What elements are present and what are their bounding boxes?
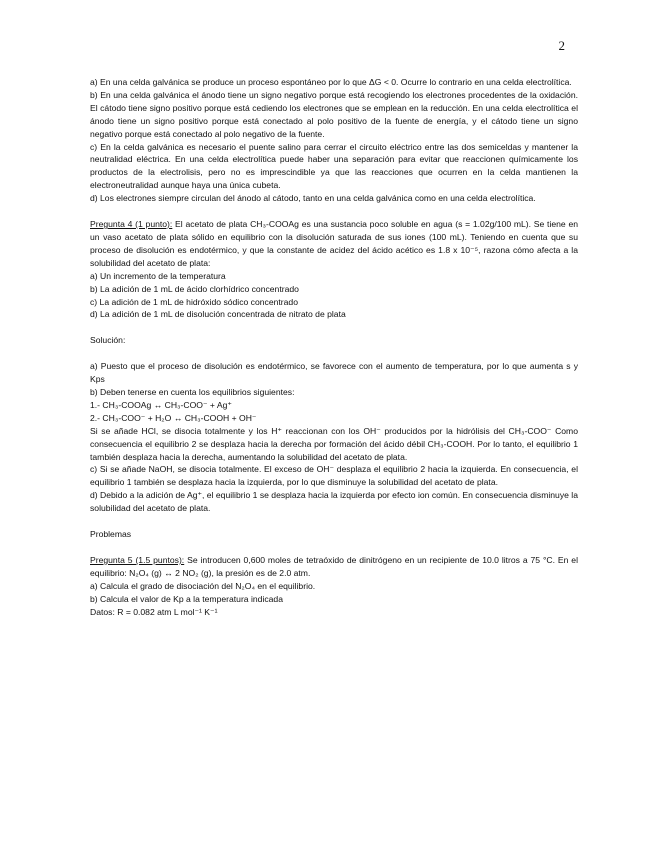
equilibrium-1: 1.- CH₃-COOAg ↔ CH₃-COO⁻ + Ag⁺ (90, 399, 232, 410)
problems-heading: Problemas (90, 529, 132, 540)
question-5-part-a: a) Calcula el grado de disociación del N₂O₄ en el equilibrio. (90, 580, 316, 591)
question-4-option-d: d) La adición de 1 mL de disolución concentrada de nitrato de plata (90, 309, 346, 320)
document-body (90, 76, 578, 619)
page-number: 2 (558, 38, 565, 53)
question-5-text: Se introducen 0,600 moles de tetraóxido de dinitrógeno en un recipiente de 10.0 litros a 75 °C. En el equilibrio: N₂O₄ (g) ↔ 2 NO₂ (g), la presión es de 2.0 atm. (90, 555, 578, 578)
question-4-label: Pregunta 4 (1 punto): (90, 219, 173, 230)
question-4-option-a: a) Un incremento de la temperatura (90, 270, 226, 281)
solution-a: a) Puesto que el proceso de disolución es endotérmico, se favorece con el aumento de temperatura, por lo que aumenta s y Kps (90, 361, 578, 385)
solution-d: d) Debido a la adición de Ag⁺, el equilibrio 1 se desplaza hacia la izquierda por efecto ion común. En consecuencia disminuye la solubilidad del acetato de plata. (90, 490, 578, 514)
answer-3c: c) En la celda galvánica es necesario el puente salino para cerrar el circuito eléctrico entre las dos semiceldas y mantener la neutralidad eléctrica. En una celda electrolítica puede haber una separación para evitar que reaccionen químicamente los productos de la electrolisis, pero no es imprescindible ya que las reacciones que ocurren en la celda mantienen la electroneutralidad aunque haya una única cubeta. (90, 141, 578, 191)
solution-b-intro: b) Deben tenerse en cuenta los equilibrios siguientes: (90, 387, 295, 398)
question-5-label: Pregunta 5 (1.5 puntos): (90, 555, 185, 565)
solution-c: c) Si se añade NaOH, se disocia totalmente. El exceso de OH⁻ desplaza el equilibrio 2 hacia la izquierda. En consecuencia, el equilibrio 1 también se desplaza hacia la izquierda, por lo que disminuye la solubilidad del acetato de plata. (90, 464, 578, 488)
equilibrium-2: 2.- CH₃-COO⁻ + H₂O ↔ CH₃-COOH + OH⁻ (90, 412, 257, 423)
question-5-data: Datos: R = 0.082 atm L mol⁻¹ K⁻¹ (90, 606, 218, 617)
question-4-option-b: b) La adición de 1 mL de ácido clorhídrico concentrado (90, 283, 299, 294)
answer-3b: b) En una celda galvánica el ánodo tiene un signo negativo porque está recogiendo los electrones procedentes de la oxidación. El cátodo tiene signo positivo porque está cediendo los electrones que se emplean en la reducción. En una celda electrolítica el ánodo tiene un signo positivo porque está conectado al polo positivo de la fuente de energía, y el cátodo tiene un signo negativo porque está conectado al polo negativo de la fuente. (90, 89, 578, 139)
question-4-text: El acetato de plata CH₃-COOAg es una sustancia poco soluble en agua (s = 1.02g/100 mL). Se tiene en un vaso acetato de plata sólido en equilibrio con la disolución saturada de sus iones (100 mL). Teniendo en cuenta que su proceso de disolución es endotérmico, y que la constante de acidez del ácido acético es 1.8 x 10⁻⁵, razona cómo afecta a la solubilidad del acetato de plata: (90, 219, 578, 268)
question-5-part-b: b) Calcula el valor de Kp a la temperatura indicada (90, 593, 283, 604)
answer-3a: a) En una celda galvánica se produce un proceso espontáneo por lo que ΔG < 0. Ocurre lo contrario en una celda electrolítica. (90, 77, 572, 87)
answer-3d: d) Los electrones siempre circulan del ánodo al cátodo, tanto en una celda galvánica como en una celda electrolítica. (90, 193, 536, 204)
solution-heading: Solución: (90, 335, 126, 346)
question-5 (90, 554, 578, 580)
question-4-option-c: c) La adición de 1 mL de hidróxido sódico concentrado (90, 296, 298, 307)
solution-b-text: Si se añade HCl, se disocia totalmente y los H⁺ reaccionan con los OH⁻ producidos por la hidrólisis del CH₃-COO⁻ Como consecuencia el equilibrio 2 se desplaza hacia la derecha por formación del ácido débil CH₃-COOH. Por lo tanto, el equilibrio 1 también desplaza hacia la derecha, aumentando la solubilidad del acetato de plata. (90, 425, 578, 462)
question-4 (90, 218, 578, 270)
